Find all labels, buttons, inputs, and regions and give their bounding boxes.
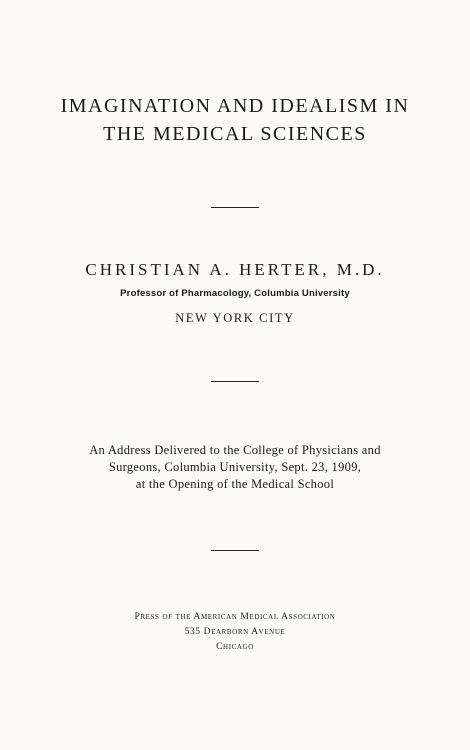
author-name: CHRISTIAN A. HERTER, M.D. xyxy=(85,260,385,279)
divider-rule-2 xyxy=(211,381,259,382)
address-line-1: An Address Delivered to the College of Physicians and xyxy=(89,443,381,457)
address-line-3: at the Opening of the Medical School xyxy=(135,477,335,491)
address-line-2: Surgeons, Columbia University, Sept. 23, 1909, xyxy=(108,460,362,474)
imprint-line-3: Chicago xyxy=(216,642,254,652)
author-city: NEW YORK CITY xyxy=(175,311,295,325)
author-affiliation: Professor of Pharmacology, Columbia University xyxy=(120,288,350,299)
title-line-1: IMAGINATION AND IDEALISM IN xyxy=(60,95,410,117)
imprint-line-1: Press of the American Medical Association xyxy=(134,612,336,622)
divider-rule-3 xyxy=(211,550,259,551)
imprint-line-2: 535 Dearborn Avenue xyxy=(184,627,286,637)
divider-rule-1 xyxy=(211,207,259,208)
title-line-2: THE MEDICAL SCIENCES xyxy=(103,123,367,145)
